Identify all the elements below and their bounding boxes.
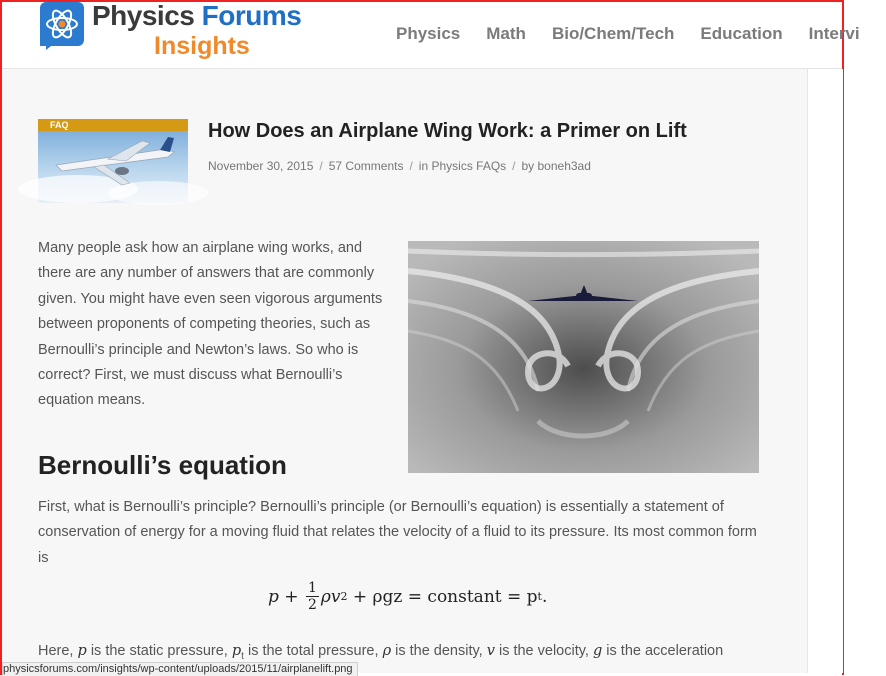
nav-physics[interactable]: Physics (396, 24, 461, 43)
nav-education[interactable]: Education (700, 24, 783, 43)
post-meta: November 30, 2015 / 57 Comments / in Physics FAQs / by boneh3ad (208, 159, 591, 173)
nav-bio-chem-tech[interactable]: Bio/Chem/Tech (551, 24, 675, 43)
post-thumbnail[interactable] (38, 119, 188, 203)
atom-logo-icon (40, 2, 84, 46)
category-tag-label: FAQ (50, 120, 69, 130)
post-date[interactable]: November 30, 2015 (208, 159, 314, 173)
body-paragraph: First, what is Bernoulli’s principle? Bernoulli’s principle (or Bernoulli’s equation) is essentially a statement of conservation of energy for a moving fluid that relates the velocity of a fluid to its pressure. Its most common form is (38, 499, 757, 566)
site-header (2, 0, 860, 69)
bernoulli-equation: p + $\frac{1}{2}$ ρv 2 + ρgz = constant = p t . (268, 580, 548, 613)
nav-math[interactable]: Math (486, 24, 526, 43)
logo-wordmark: Physics Forums (92, 0, 302, 31)
post-author-link[interactable]: by boneh3ad (521, 159, 591, 173)
page-sidebar-gutter (807, 69, 843, 673)
browser-status-bar: physicsforums.com/insights/wp-content/uploads/2015/11/airplanelift.png (2, 662, 358, 676)
nav-interviews[interactable]: Intervi (808, 24, 860, 43)
intro-paragraph: Many people ask how an airplane wing works, and there are any number of answers that are commonly given. You might have even seen vigorous arguments between proponents of competing theories, such as Bernoulli’s principle and Newton’s laws. So who is correct? First, we must discuss what Bernoulli’s equation means. (38, 240, 383, 409)
section-heading: Bernoulli’s equation (38, 450, 287, 480)
post-title[interactable]: How Does an Airplane Wing Work: a Primer on Lift (208, 120, 687, 142)
fraction-one-half: $\frac{1}{2}$ (307, 580, 317, 613)
logo-subtitle: Insights (154, 32, 250, 60)
main-nav (396, 24, 886, 44)
post-category-link[interactable]: in Physics FAQs (418, 159, 507, 173)
body-paragraph-variables: Here, p is the static pressure, $p_t$ is the total pressure, ρ is the density, v is the velocity, g is the acceleration (38, 643, 724, 662)
site-logo[interactable] (40, 2, 310, 68)
airplane-vortex-image[interactable] (408, 241, 759, 473)
post-comments-link[interactable]: 57 Comments (328, 159, 404, 173)
